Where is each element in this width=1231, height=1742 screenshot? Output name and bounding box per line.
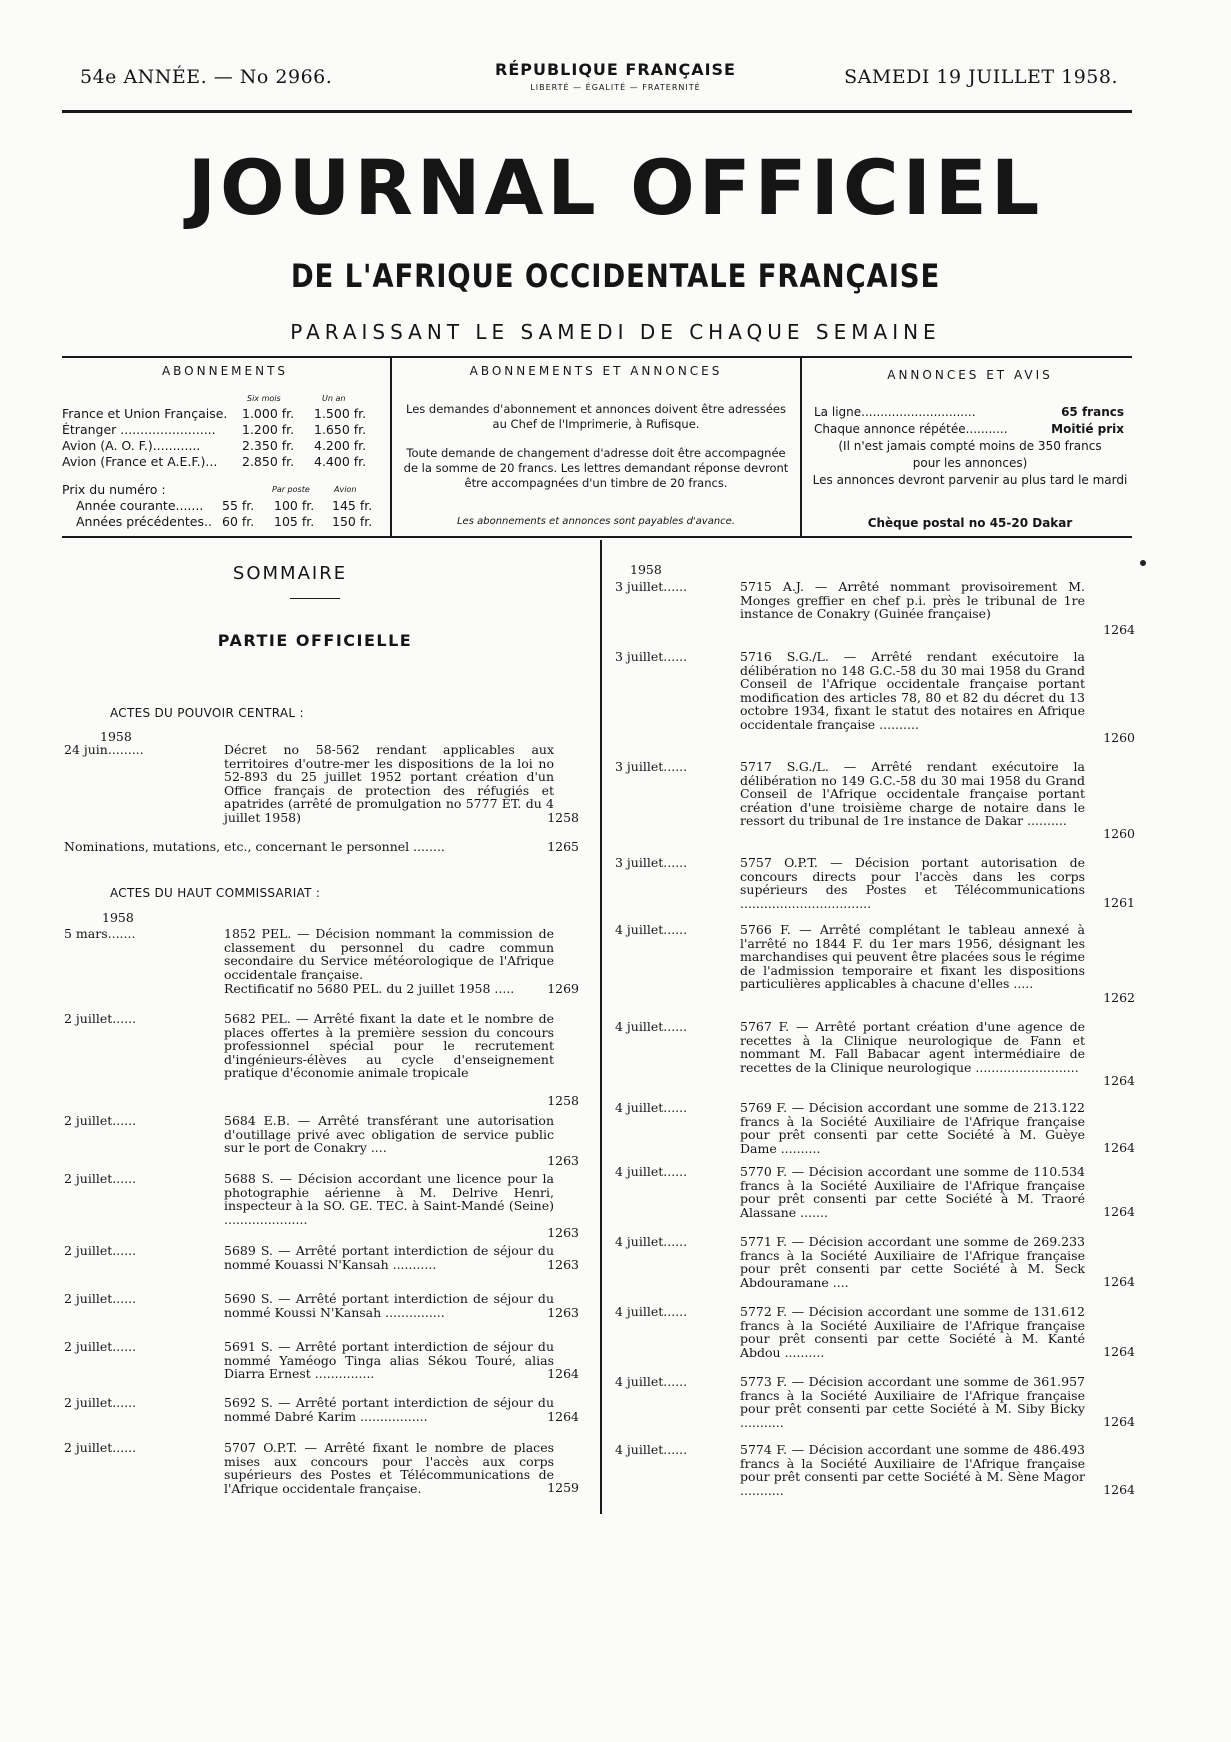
entry-date: 4 juillet...... <box>615 1019 688 1034</box>
column-divider <box>600 540 602 1514</box>
entry-page: 1264 <box>547 1366 579 1381</box>
entry-text: 5692 S. — Arrêté portant interdiction de séjour du nommé Dabré Karim ................. <box>224 1395 554 1424</box>
entry-text: 5757 O.P.T. — Décision portant autorisation de concours directs pour l'accès dans les corps supérieurs des Postes et Télécommunications ................................. <box>740 855 1085 911</box>
entry-page: 1263 <box>547 1257 579 1272</box>
abonnements-annonces-p1: Les demandes d'abonnement et annonces doivent être adressées au Chef de l'Imprimerie, à Rufisque. <box>406 402 786 431</box>
entry-date: 4 juillet...... <box>615 922 688 937</box>
journal-subtitle: DE L'AFRIQUE OCCIDENTALE FRANÇAISE <box>290 257 941 295</box>
entry-date: 3 juillet...... <box>615 649 688 664</box>
partie-officielle-heading: PARTIE OFFICIELLE <box>217 631 413 650</box>
rate-un-an: 1.650 fr. <box>314 422 367 437</box>
sommaire-heading: SOMMAIRE <box>232 563 348 584</box>
entry-date: 2 juillet...... <box>64 1243 137 1258</box>
entry-date: 2 juillet...... <box>64 1395 137 1410</box>
prix-label: Prix du numéro : <box>62 482 166 497</box>
entry-date: 24 juin......... <box>64 742 144 757</box>
entry-text: 5770 F. — Décision accordant une somme de 110.534 francs à la Société Auxiliaire de l'Afrique française pour prêt consenti par cette Société à M. Traoré Alassane ....... <box>740 1164 1085 1220</box>
entry-text: 5682 PEL. — Arrêté fixant la date et le nombre de places offertes à la première session du concours professionnel spécial pour le recrutement d'ingénieurs-élèves au cycle d'enseignement pratique d'économie animale tropicale <box>224 1011 554 1080</box>
col-six-mois: Six mois <box>247 394 281 403</box>
tarif-ligne-value: 65 francs <box>1061 405 1124 419</box>
issue-date: SAMEDI 19 JUILLET 1958. <box>844 66 1118 88</box>
prix-avion: 145 fr. <box>332 498 373 513</box>
entry-page: 1265 <box>547 839 579 854</box>
entry-date: 3 juillet...... <box>615 855 688 870</box>
abonnements-annonces-footer: Les abonnements et annonces sont payables d'avance. <box>456 516 736 527</box>
rate-label: Étranger ........................ <box>62 422 216 437</box>
annonces-avis-heading: ANNONCES ET AVIS <box>887 368 1053 382</box>
entry-page: 1264 <box>1103 1482 1135 1497</box>
entry-page: 1269 <box>547 981 579 996</box>
tarif-repetee-label: Chaque annonce répétée........... <box>814 422 1008 436</box>
entry-page: 1259 <box>547 1480 579 1495</box>
prix-poste: 105 fr. <box>274 514 315 529</box>
abonnements-annonces-heading: ABONNEMENTS ET ANNONCES <box>469 364 723 378</box>
col-un-an: Un an <box>322 394 346 403</box>
year-label-2: 1958 <box>102 910 134 925</box>
entry-date: 3 juillet...... <box>615 759 688 774</box>
entry-text: 5774 F. — Décision accordant une somme de 486.493 francs à la Société Auxiliaire de l'Afrique française pour prêt consenti par cette Société à M. Sène Magor ........... <box>740 1442 1085 1498</box>
annonces-avis-box <box>808 364 1132 534</box>
publication-frequency: PARAISSANT LE SAMEDI DE CHAQUE SEMAINE <box>290 320 941 344</box>
tarif-ligne-label: La ligne.............................. <box>814 405 976 419</box>
entry-date: 2 juillet...... <box>64 1011 137 1026</box>
rate-un-an: 1.500 fr. <box>314 406 367 421</box>
page-speck <box>1140 560 1146 566</box>
republic-motto: LIBERTÉ — ÉGALITÉ — FRATERNITÉ <box>530 83 701 92</box>
entry-text: 5772 F. — Décision accordant une somme de 131.612 francs à la Société Auxiliaire de l'Afrique française pour prêt consenti par cette Société à M. Kanté Abdou .......... <box>740 1304 1085 1360</box>
rate-un-an: 4.200 fr. <box>314 438 367 453</box>
entry-date: 5 mars....... <box>64 926 136 941</box>
entry-page: 1263 <box>547 1153 579 1168</box>
entry-page: 1263 <box>547 1225 579 1240</box>
entry-text: 5684 E.B. — Arrêté transférant une autorisation d'outillage privé avec obligation de service public sur le port de Conakry .... <box>224 1113 554 1155</box>
entry-page: 1264 <box>547 1409 579 1424</box>
rate-label: Avion (France et A.E.F.)... <box>62 454 218 469</box>
entry-page: 1258 <box>547 1093 579 1108</box>
abonnements-annonces-p2: Toute demande de changement d'adresse doit être accompagnée de la somme de 20 francs. Les lettres demandant réponse devront être accompagnées d'un timbre de 20 francs. <box>403 446 789 490</box>
entry-date: 2 juillet...... <box>64 1291 137 1306</box>
entry-date: 3 juillet...... <box>615 579 688 594</box>
tarif-minimum-suite: pour les annonces) <box>912 456 1028 470</box>
entry-date: 4 juillet...... <box>615 1100 688 1115</box>
abonnements-heading: ABONNEMENTS <box>161 364 289 378</box>
entry-text: 1852 PEL. — Décision nommant la commission de classement du personnel du cadre commun secondaire du Service météorologique de l'Afrique occidentale française. <box>224 926 554 982</box>
rate-label: France et Union Française. <box>62 406 228 421</box>
entry-text: 5690 S. — Arrêté portant interdiction de séjour du nommé Koussi N'Kansah ............... <box>224 1291 554 1320</box>
prix-numero: 60 fr. <box>222 514 255 529</box>
rate-six-mois: 2.850 fr. <box>242 454 295 469</box>
prix-numero: 55 fr. <box>222 498 255 513</box>
section-haut-commissariat: ACTES DU HAUT COMMISSARIAT : <box>110 886 321 900</box>
entry-text: 5717 S.G./L. — Arrêté rendant exécutoire la délibération no 149 G.C.-58 du 30 mai 1958 du Grand Conseil de l'Afrique occidentale française portant création d'une troisième charge de notaire dans le ressort du tribunal de 1re instance de Dakar .......... <box>740 759 1085 828</box>
entry-page: 1264 <box>1103 1140 1135 1155</box>
prix-poste: 100 fr. <box>274 498 315 513</box>
issue-number: 54e ANNÉE. — No 2966. <box>80 66 333 88</box>
entry-text: 5773 F. — Décision accordant une somme de 361.957 francs à la Société Auxiliaire de l'Afrique française pour prêt consenti par cette Société à M. Siby Bicky ........... <box>740 1374 1085 1430</box>
entry-text: 5767 F. — Arrêté portant création d'une agence de recettes à la Clinique neurologique de Fann et nommant M. Fall Babacar agent intermédiaire de recettes de la Clinique neurologique .......................... <box>740 1019 1085 1075</box>
entry-date: 4 juillet...... <box>615 1442 688 1457</box>
annonces-deadline: Les annonces devront parvenir au plus tard le mardi <box>812 473 1128 487</box>
entry-text: Rectificatif no 5680 PEL. du 2 juillet 1958 ..... <box>224 981 515 996</box>
col-avion: Avion <box>334 485 357 494</box>
prix-label-row: Année courante....... <box>76 498 204 513</box>
entry-page: 1264 <box>1103 1344 1135 1359</box>
entry-date: 4 juillet...... <box>615 1164 688 1179</box>
entry-date: 2 juillet...... <box>64 1440 137 1455</box>
entry-date: 2 juillet...... <box>64 1171 137 1186</box>
entry-date: 4 juillet...... <box>615 1234 688 1249</box>
entry-page: 1264 <box>1103 622 1135 637</box>
year-label-1: 1958 <box>100 729 132 744</box>
entry-page: 1264 <box>1103 1073 1135 1088</box>
abonnements-annonces-box <box>398 364 794 534</box>
tarif-repetee-value: Moitié prix <box>1051 422 1124 436</box>
entry-text: Nominations, mutations, etc., concernant le personnel ........ <box>64 839 445 854</box>
info-box-divider-2 <box>800 358 802 536</box>
entry-text: 5715 A.J. — Arrêté nommant provisoirement M. Monges greffier en chef p.i. près le tribunal de 1re instance de Conakry (Guinée française) <box>740 579 1085 621</box>
rate-six-mois: 1.200 fr. <box>242 422 295 437</box>
sommaire-ornament <box>290 598 340 599</box>
info-box-bottom-rule <box>62 536 1132 538</box>
masthead-rule <box>62 110 1132 113</box>
col-par-poste: Par poste <box>272 485 310 494</box>
republic-title: RÉPUBLIQUE FRANÇAISE <box>495 60 736 79</box>
entry-text: 5688 S. — Décision accordant une licence pour la photographie aérienne à M. Delrive Henri, inspecteur à la SO. GE. TEC. à Saint-Mandé (Seine) ..................... <box>224 1171 554 1227</box>
cheque-postal: Chèque postal no 45-20 Dakar <box>867 516 1073 530</box>
entry-date: 2 juillet...... <box>64 1113 137 1128</box>
prix-avion: 150 fr. <box>332 514 373 529</box>
info-box-top-rule <box>62 356 1132 358</box>
entry-text: 5766 F. — Arrêté complétant le tableau annexé à l'arrêté no 1844 F. du 1er mars 1956, désignant les marchandises qui peuvent être placées sous le régime de l'admission temporaire et fixant les dispositions particulières applicables à chacune d'elles ..... <box>740 922 1085 991</box>
info-box-divider-1 <box>390 358 392 536</box>
year-label-right: 1958 <box>630 562 662 577</box>
entry-text: 5716 S.G./L. — Arrêté rendant exécutoire la délibération no 148 G.C.-58 du 30 mai 1958 du Grand Conseil de l'Afrique occidentale française portant modification des articles 78, 80 et 82 du décret du 13 octobre 1934, fixant le statut des notaires en Afrique occidentale française .......... <box>740 649 1085 732</box>
abonnements-box <box>62 364 388 534</box>
section-pouvoir-central: ACTES DU POUVOIR CENTRAL : <box>110 706 304 720</box>
entry-text: Décret no 58-562 rendant applicables aux territoires d'outre-mer les dispositions de la loi no 52-893 du 25 juillet 1952 portant création d'un Office français de protection des réfugiés et apatrides (arrêté de promulgation no 5777 ET. du 4 juillet 1958) <box>224 742 554 825</box>
rate-six-mois: 2.350 fr. <box>242 438 295 453</box>
entry-page: 1264 <box>1103 1204 1135 1219</box>
entry-page: 1260 <box>1103 730 1135 745</box>
entry-text: 5771 F. — Décision accordant une somme de 269.233 francs à la Société Auxiliaire de l'Afrique française pour prêt consenti par cette Société à M. Seck Abdouramane .... <box>740 1234 1085 1290</box>
entry-page: 1262 <box>1103 990 1135 1005</box>
entry-date: 4 juillet...... <box>615 1374 688 1389</box>
entry-page: 1260 <box>1103 826 1135 841</box>
entry-page: 1263 <box>547 1305 579 1320</box>
entry-page: 1258 <box>547 810 579 825</box>
rate-label: Avion (A. O. F.)............ <box>62 438 201 453</box>
entry-date: 4 juillet...... <box>615 1304 688 1319</box>
rate-un-an: 4.400 fr. <box>314 454 367 469</box>
entry-text: 5769 F. — Décision accordant une somme de 213.122 francs à la Société Auxiliaire de l'Afrique française pour prêt consenti par cette Société à M. Guèye Dame .......... <box>740 1100 1085 1156</box>
entry-date: 2 juillet...... <box>64 1339 137 1354</box>
prix-label-row: Années précédentes.. <box>76 514 212 529</box>
entry-text: 5707 O.P.T. — Arrêté fixant le nombre de places mises aux concours pour l'accès aux corps supérieurs des Postes et Télécommunications de l'Afrique occidentale française. <box>224 1440 554 1496</box>
tarif-minimum: (Il n'est jamais compté moins de 350 francs <box>838 439 1102 453</box>
journal-title: JOURNAL OFFICIEL <box>187 143 1044 232</box>
entry-page: 1261 <box>1103 895 1135 910</box>
rate-six-mois: 1.000 fr. <box>242 406 295 421</box>
entry-page: 1264 <box>1103 1414 1135 1429</box>
entry-page: 1264 <box>1103 1274 1135 1289</box>
entry-text: 5689 S. — Arrêté portant interdiction de séjour du nommé Kouassi N'Kansah ........... <box>224 1243 554 1272</box>
entry-text: 5691 S. — Arrêté portant interdiction de séjour du nommé Yaméogo Tinga alias Sékou Touré, alias Diarra Ernest ............... <box>224 1339 554 1381</box>
